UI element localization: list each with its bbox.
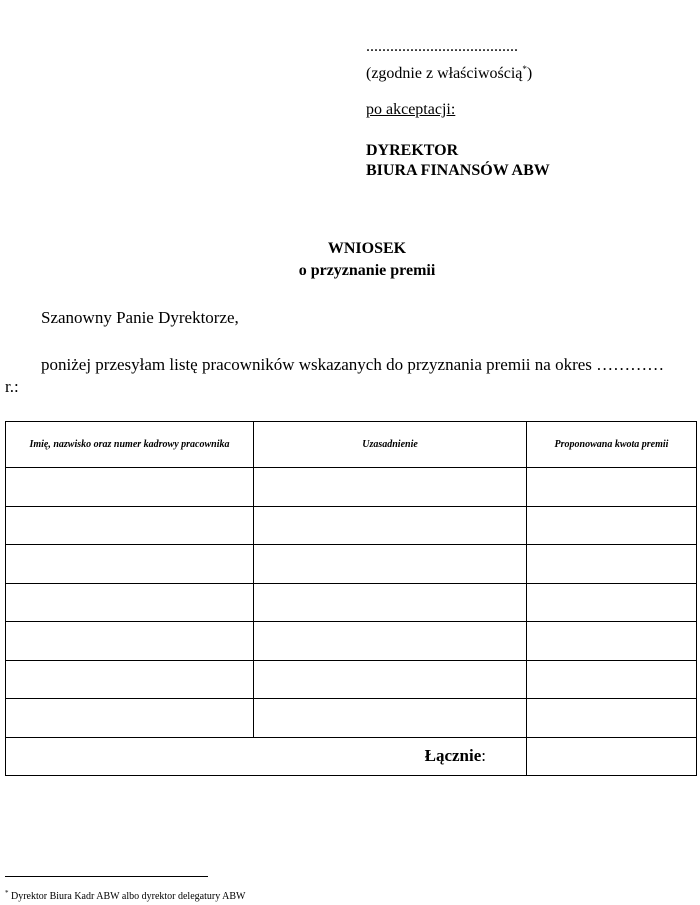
justification-cell[interactable] xyxy=(254,545,527,584)
addressee-signature-dots: ...................................... xyxy=(366,38,518,55)
justification-cell[interactable] xyxy=(254,699,527,738)
amount-cell[interactable] xyxy=(527,506,697,545)
letter-body: poniżej przesyłam listę pracowników wskazanych do przyznania premii na okres ………… xyxy=(41,355,665,374)
header-employee: Imię, nazwisko oraz numer kadrowy pracownika xyxy=(6,422,254,468)
total-label-colon: : xyxy=(481,746,486,766)
document-subtitle: o przyznanie premii xyxy=(298,262,436,279)
justification-cell[interactable] xyxy=(254,660,527,699)
amount-cell[interactable] xyxy=(527,622,697,661)
header-proposed-amount: Proponowana kwota premii xyxy=(527,422,697,468)
addressee-title-line1: DYREKTOR xyxy=(366,142,459,159)
table-row xyxy=(6,506,697,545)
total-label: Łącznie xyxy=(424,746,482,766)
table-row xyxy=(6,622,697,661)
table-row xyxy=(6,545,697,584)
ownership-note-close: ) xyxy=(526,65,533,82)
amount-cell[interactable] xyxy=(527,468,697,507)
employee-cell[interactable] xyxy=(6,468,254,507)
total-amount-cell[interactable] xyxy=(527,737,697,776)
amount-cell[interactable] xyxy=(527,699,697,738)
footnote-divider xyxy=(5,876,208,877)
header-justification: Uzasadnienie xyxy=(254,422,527,468)
footnote xyxy=(5,887,245,903)
justification-cell[interactable] xyxy=(254,468,527,507)
ownership-note-text: (zgodnie z właściwością xyxy=(366,65,523,82)
justification-cell[interactable] xyxy=(254,622,527,661)
employee-cell[interactable] xyxy=(6,699,254,738)
ownership-footnote-marker: * xyxy=(522,64,527,74)
employee-cell[interactable] xyxy=(6,660,254,699)
employee-cell[interactable] xyxy=(6,622,254,661)
addressee-title-line2: BIURA FINANSÓW ABW xyxy=(366,162,550,179)
table-header-row xyxy=(6,422,697,468)
table-total-row xyxy=(6,737,697,776)
table-row xyxy=(6,699,697,738)
employee-cell[interactable] xyxy=(6,545,254,584)
footnote-marker: * xyxy=(5,889,9,897)
acceptance-label: po akceptacji: xyxy=(366,101,456,118)
total-label-cell xyxy=(6,737,527,776)
table-row xyxy=(6,468,697,507)
justification-cell[interactable] xyxy=(254,506,527,545)
employee-cell[interactable] xyxy=(6,583,254,622)
table-row xyxy=(6,660,697,699)
letter-salutation: Szanowny Panie Dyrektorze, xyxy=(41,308,239,327)
amount-cell[interactable] xyxy=(527,583,697,622)
document-title: WNIOSEK xyxy=(327,240,407,257)
addressee-ownership-note xyxy=(366,60,532,83)
employee-cell[interactable] xyxy=(6,506,254,545)
table-row xyxy=(6,583,697,622)
letter-body-end: r.: xyxy=(5,377,19,396)
justification-cell[interactable] xyxy=(254,583,527,622)
footnote-text: Dyrektor Biura Kadr ABW albo dyrektor delegatury ABW xyxy=(8,891,246,902)
employee-bonus-table xyxy=(5,421,697,776)
amount-cell[interactable] xyxy=(527,545,697,584)
amount-cell[interactable] xyxy=(527,660,697,699)
